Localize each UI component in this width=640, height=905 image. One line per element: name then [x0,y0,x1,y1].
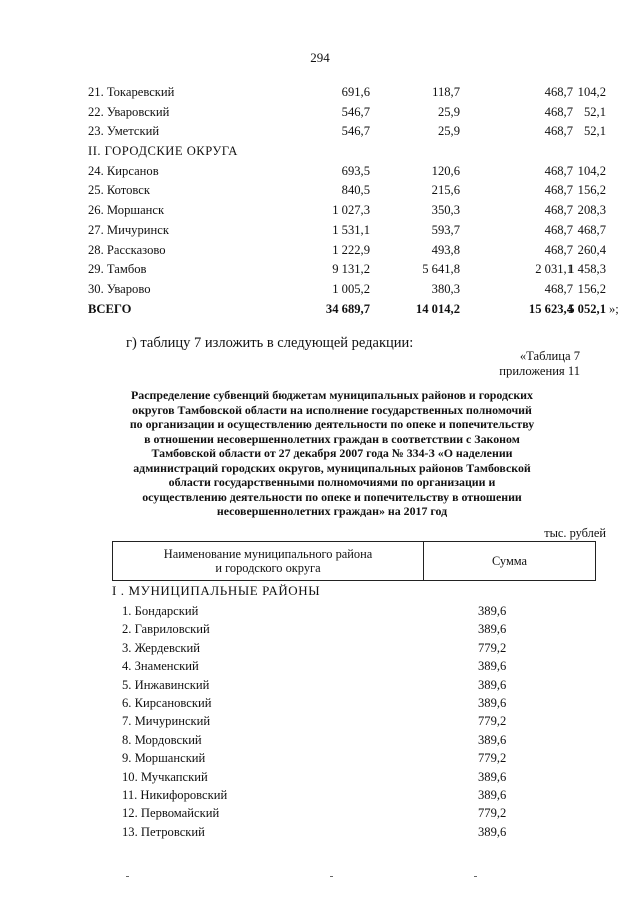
row-value: 593,7 [431,222,460,237]
row-value: 215,6 [431,183,460,198]
row-name: 7. Мичуринский [122,714,211,729]
row-value: 2 031,1 [535,262,573,277]
row-value: 260,4 [577,242,606,257]
table-row [88,162,608,182]
header-name-cell [113,542,424,581]
scan-dot [126,876,129,877]
row-name: 29. Тамбов [88,262,147,277]
instruction-text: г) таблицу 7 изложить в следующей редакции: [126,335,414,351]
row-name: 1. Бондарский [122,604,199,618]
units-label: тыс. рублей [544,526,606,540]
row-name: 22. Уваровский [88,104,170,119]
table-row [112,639,596,657]
total-value: 15 623,4 [528,301,573,316]
row-name: 5. Инжавинский [122,677,210,692]
row-name: 28. Рассказово [88,242,166,257]
title-line: округов Тамбовской области на исполнение государственных полномочий [132,402,532,417]
row-name: 27. Мичуринск [88,222,169,237]
row-value: 25,9 [437,124,460,139]
row-value: 468,7 [577,222,606,237]
scan-dot [330,876,333,877]
row-value: 156,2 [577,281,606,296]
table-row [88,122,608,142]
row-value: 9 131,2 [332,262,370,277]
table-row [88,260,608,280]
row-value: 493,8 [431,242,460,257]
row-value: 5 641,8 [422,262,460,277]
table-row [112,823,596,841]
row-value: 389,6 [478,769,507,784]
row-value: 389,6 [478,604,507,618]
row-name: 6. Кирсановский [122,695,212,710]
title-line: осуществлению деятельности по опеке и попечительству в отношении [142,489,522,504]
row-name: 26. Моршанск [88,203,165,218]
header-name-line: Наименование муниципального района [163,547,373,561]
closing-quote: »; [609,301,619,316]
table-reference [499,349,580,379]
row-value: 468,7 [544,203,573,218]
row-value: 693,5 [341,163,370,178]
scan-dot [474,876,477,877]
row-name: 12. Первомайский [122,806,220,821]
row-value: 468,7 [544,163,573,178]
row-name: 21. Токаревский [88,85,175,99]
table-row [112,602,596,620]
row-value: 25,9 [437,104,460,119]
table-row [88,241,608,261]
table-row [112,749,596,767]
section-heading [88,142,608,162]
table-row [88,103,608,123]
row-name: 13. Петровский [122,824,205,839]
row-value: 691,6 [341,85,370,99]
table-header [112,541,596,581]
row-value: 389,6 [478,824,507,839]
row-value: 468,7 [544,85,573,99]
table-row [112,694,596,712]
row-value: 779,2 [478,751,507,766]
section-title: II. ГОРОДСКИЕ ОКРУГА [88,144,238,159]
table-row [88,181,608,201]
subvention-table-body [112,580,596,841]
section-heading: I . МУНИЦИПАЛЬНЫЕ РАЙОНЫ [112,583,321,598]
row-name: 25. Котовск [88,183,151,198]
row-value: 389,6 [478,732,507,747]
row-value: 546,7 [341,104,370,119]
table-row [112,731,596,749]
row-value: 840,5 [341,183,370,198]
table-title [108,388,556,519]
row-value: 468,7 [544,183,573,198]
row-value: 52,1 [583,124,606,139]
title-line: в отношении несовершеннолетних граждан в соответствии с Законом [144,431,520,446]
title-line: области государственными полномочиями по организации и [168,475,496,489]
total-label: ВСЕГО [88,301,132,316]
total-row [88,300,619,320]
row-name: 9. Моршанский [122,751,206,766]
row-value: 1 005,2 [332,281,370,296]
row-value: 1 531,1 [332,222,370,237]
row-value: 468,7 [544,281,573,296]
total-value: 14 014,2 [415,301,460,316]
row-value: 104,2 [577,163,606,178]
table-row [112,804,596,822]
row-value: 208,3 [577,203,606,218]
table-row [112,657,596,675]
row-value: 104,2 [577,85,606,99]
row-name: 24. Кирсанов [88,163,159,178]
total-value: 34 689,7 [325,301,370,316]
row-name: 11. Никифоровский [122,787,228,802]
row-value: 389,6 [478,787,507,802]
total-value: 5 052,1 [568,301,606,316]
row-name: 4. Знаменский [122,659,199,674]
row-value: 1 027,3 [332,203,370,218]
table-row [112,712,596,730]
row-name: 23. Уметский [88,124,160,139]
row-name: 30. Уварово [88,281,151,296]
header-name-line: и городского округа [215,561,321,575]
row-value: 389,6 [478,677,507,692]
row-value: 779,2 [478,640,507,655]
table-row [112,620,596,638]
table-row [88,221,608,241]
row-value: 389,6 [478,659,507,674]
row-value: 779,2 [478,714,507,729]
row-value: 468,7 [544,104,573,119]
page-number: 294 [310,50,330,65]
row-value: 546,7 [341,124,370,139]
table-row [112,676,596,694]
row-name: 10. Мучкапский [122,769,208,784]
title-line: Тамбовской области от 27 декабря 2007 года № 334-З «О наделении [151,446,513,460]
table-row [88,83,608,103]
row-name: 2. Гавриловский [122,622,210,637]
table-reference-line: приложения 11 [499,364,580,378]
header-sum-cell: Сумма [424,542,596,581]
row-value: 389,6 [478,622,507,637]
title-line: администраций городских округов, муниципальных районов Тамбовской [133,460,531,475]
row-value: 468,7 [544,124,573,139]
table-row [112,768,596,786]
scan-artifacts [0,876,640,886]
title-line: по организации и осуществлению деятельности по опеке и попечительству [129,417,535,431]
row-value: 779,2 [478,806,507,821]
row-value: 1 222,9 [332,242,370,257]
row-value: 380,3 [431,281,460,296]
row-value: 1 458,3 [568,262,606,277]
row-value: 350,3 [431,203,460,218]
title-line: несовершеннолетних граждан» на 2017 год [216,504,448,518]
row-value: 468,7 [544,222,573,237]
table-row [88,201,608,221]
row-name: 8. Мордовский [122,732,202,747]
row-value: 156,2 [577,183,606,198]
continued-table [88,83,619,319]
table-row [112,786,596,804]
row-value: 389,6 [478,695,507,710]
row-value: 118,7 [432,85,460,99]
title-line: Распределение субвенций бюджетам муниципальных районов и городских [131,388,533,402]
table-reference-line: «Таблица 7 [519,349,580,363]
row-value: 52,1 [583,104,606,119]
table-row [88,280,608,300]
row-name: 3. Жердевский [122,640,201,655]
row-value: 468,7 [544,242,573,257]
row-value: 120,6 [431,163,460,178]
